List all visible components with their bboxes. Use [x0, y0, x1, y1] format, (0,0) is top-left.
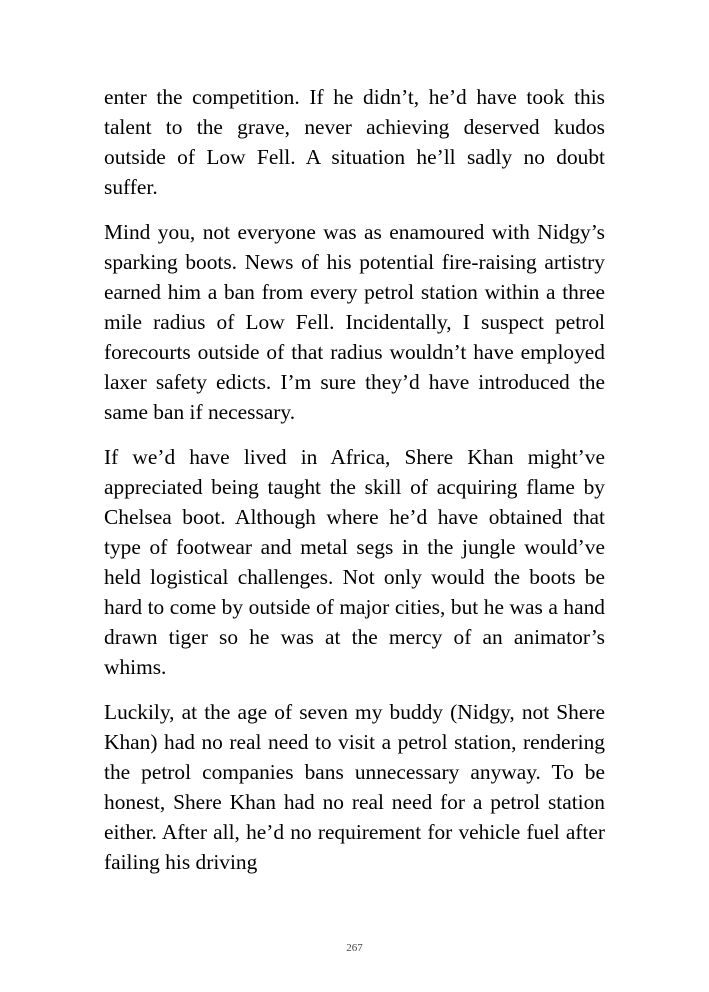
paragraph-2: Mind you, not everyone was as enamoured with Nidgy’s sparking boots. News of his potential fire-raising artistry earned him a ban from every petrol station within a three mile radius of Low Fell. Incidentally, I suspect petrol forecourts outside of that radius wouldn’t have employed laxer safety edicts. I’m sure they’d have introduced the same ban if necessary. — [104, 220, 605, 424]
paragraph-3: If we’d have lived in Africa, Shere Khan might’ve appreciated being taught the skill of acquiring flame by Chelsea boot. Although where he’d have obtained that type of footwear and metal segs in the jungle would’ve held logistical challenges. Not only would the boots be hard to come by outside of major cities, but he was a hand drawn tiger so he was at the mercy of an animator’s whims. — [104, 445, 605, 679]
body-text — [104, 82, 605, 892]
paragraph-4: Luckily, at the age of seven my buddy (Nidgy, not Shere Khan) had no real need to visit a petrol station, rendering the petrol companies bans unnecessary anyway. To be honest, Shere Khan had no real need for a petrol station either. After all, he’d no requirement for vehicle fuel after failing his driving — [104, 700, 605, 874]
page-number: 267 — [346, 942, 363, 954]
paragraph-1: enter the competition. If he didn’t, he’d have took this talent to the grave, never achieving deserved kudos outside of Low Fell. A situation he’ll sadly no doubt suffer. — [104, 85, 605, 199]
